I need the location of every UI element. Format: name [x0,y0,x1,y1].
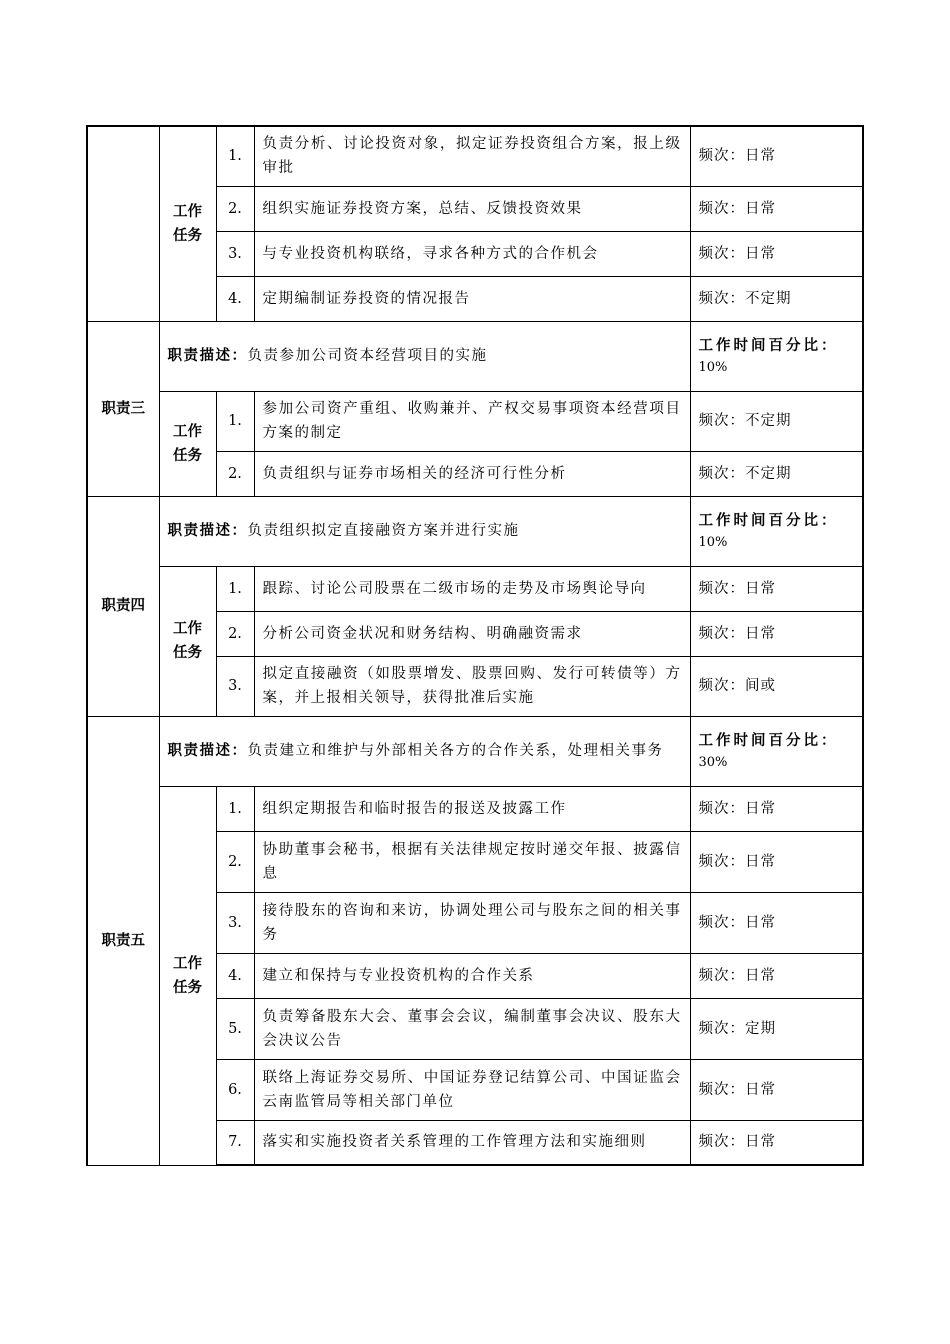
task-text: 负责组织与证券市场相关的经济可行性分析 [254,451,690,496]
task-row [87,126,863,186]
duty-title [87,126,159,321]
task-frequency [690,831,863,892]
task-number: 1. [216,566,254,611]
duty-title: 职责五 [87,716,159,1165]
frequency-label: 频次： [698,1020,745,1037]
duty-description [159,716,690,786]
frequency-value: 日常 [745,1134,776,1151]
task-text: 参加公司资产重组、收购兼并、产权交易事项资本经营项目方案的制定 [254,391,690,451]
frequency-value: 日常 [745,625,776,642]
duty-title: 职责四 [87,496,159,716]
frequency-label: 频次： [698,290,745,307]
desc-label: 职责描述： [167,742,248,759]
task-frequency [690,1059,863,1120]
duty-desc-row [87,716,863,786]
desc-label: 职责描述： [167,522,248,539]
task-text: 跟踪、讨论公司股票在二级市场的走势及市场舆论导向 [254,566,690,611]
frequency-value: 日常 [745,580,776,597]
desc-text: 负责组织拟定直接融资方案并进行实施 [247,523,520,539]
work-task-header [159,126,216,321]
work-time-percent [690,321,863,391]
frequency-label: 频次： [698,967,745,984]
task-text: 落实和实施投资者关系管理的工作管理方法和实施细则 [254,1120,690,1165]
task-number: 5. [216,998,254,1059]
task-number: 1. [216,126,254,186]
frequency-label: 频次： [698,148,745,165]
frequency-label: 频次： [698,245,745,262]
frequency-value: 不定期 [745,413,792,429]
task-text: 组织实施证券投资方案，总结、反馈投资效果 [254,186,690,231]
frequency-value: 日常 [745,245,776,262]
task-number: 7. [216,1120,254,1165]
task-header-line: 工作 [173,422,202,440]
frequency-value: 日常 [745,200,776,217]
task-row [87,566,863,611]
task-header-line: 任务 [173,226,202,244]
task-text: 建立和保持与专业投资机构的合作关系 [254,953,690,998]
task-text: 负责筹备股东大会、董事会会议，编制董事会决议、股东大会决议公告 [254,998,690,1059]
task-number: 6. [216,1059,254,1120]
task-header-line: 任务 [173,978,202,996]
frequency-value: 不定期 [745,465,792,482]
task-header-line: 工作 [173,202,202,220]
frequency-label: 频次： [698,853,745,870]
frequency-value: 日常 [745,853,776,870]
task-header-line: 工作 [173,954,202,972]
task-text: 与专业投资机构联络，寻求各种方式的合作机会 [254,231,690,276]
task-number: 2. [216,451,254,496]
frequency-label: 频次： [698,914,745,931]
task-frequency [690,231,863,276]
desc-label: 职责描述： [167,347,248,364]
task-number: 3. [216,892,254,953]
task-frequency [690,892,863,953]
task-frequency [690,611,863,656]
task-frequency [690,953,863,998]
task-frequency [690,451,863,496]
task-text: 协助董事会秘书，根据有关法律规定按时递交年报、披露信息 [254,831,690,892]
frequency-value: 日常 [745,800,776,817]
frequency-label: 频次： [698,625,745,642]
work-task-header [159,391,216,496]
percent-label: 工作时间百分比： [698,337,839,354]
task-frequency [690,126,863,186]
task-text: 分析公司资金状况和财务结构、明确融资需求 [254,611,690,656]
percent-label: 工作时间百分比： [698,732,839,749]
work-time-percent [690,716,863,786]
frequency-value: 日常 [745,148,776,165]
task-frequency [690,186,863,231]
frequency-label: 频次： [698,413,745,429]
frequency-label: 频次： [698,1134,745,1151]
work-task-header [159,566,216,716]
work-task-header [159,786,216,1165]
duty-description [159,496,690,566]
task-frequency [690,391,863,451]
duty-desc-row [87,496,863,566]
task-row [87,391,863,451]
frequency-value: 定期 [745,1020,776,1037]
task-frequency [690,656,863,716]
task-number: 2. [216,186,254,231]
frequency-value: 日常 [745,967,776,984]
task-frequency [690,1120,863,1165]
duty-description [159,321,690,391]
work-time-percent [690,496,863,566]
task-header-line: 任务 [173,446,202,464]
task-text: 组织定期报告和临时报告的报送及披露工作 [254,786,690,831]
task-number: 1. [216,786,254,831]
task-frequency [690,786,863,831]
task-number: 3. [216,656,254,716]
task-frequency [690,998,863,1059]
frequency-label: 频次： [698,200,745,217]
frequency-label: 频次： [698,1081,745,1098]
frequency-value: 间或 [745,678,776,694]
task-header-line: 工作 [173,620,202,637]
task-number: 4. [216,276,254,321]
percent-value: 10% [698,360,728,375]
task-frequency [690,566,863,611]
duty-title: 职责三 [87,321,159,496]
percent-value: 10% [698,535,728,550]
frequency-value: 日常 [745,1081,776,1098]
task-text: 拟定直接融资（如股票增发、股票回购、发行可转债等）方案，并上报相关领导，获得批准后实施 [254,656,690,716]
desc-text: 负责建立和维护与外部相关各方的合作关系，处理相关事务 [247,743,664,759]
task-text: 定期编制证券投资的情况报告 [254,276,690,321]
frequency-label: 频次： [698,465,745,482]
task-number: 3. [216,231,254,276]
percent-value: 30% [698,755,728,770]
task-row [87,786,863,831]
task-number: 4. [216,953,254,998]
task-number: 2. [216,831,254,892]
task-text: 负责分析、讨论投资对象，拟定证券投资组合方案，报上级审批 [254,126,690,186]
percent-label: 工作时间百分比： [698,512,839,529]
task-number: 1. [216,391,254,451]
duty-desc-row [87,321,863,391]
frequency-value: 不定期 [745,290,792,307]
frequency-label: 频次： [698,678,745,694]
duty-table [86,125,864,1166]
task-frequency [690,276,863,321]
frequency-label: 频次： [698,800,745,817]
task-number: 2. [216,611,254,656]
frequency-label: 频次： [698,580,745,597]
frequency-value: 日常 [745,914,776,931]
task-text: 联络上海证券交易所、中国证券登记结算公司、中国证监会云南监管局等相关部门单位 [254,1059,690,1120]
desc-text: 负责参加公司资本经营项目的实施 [247,348,488,364]
task-text: 接待股东的咨询和来访，协调处理公司与股东之间的相关事务 [254,892,690,953]
task-header-line: 任务 [173,644,202,661]
